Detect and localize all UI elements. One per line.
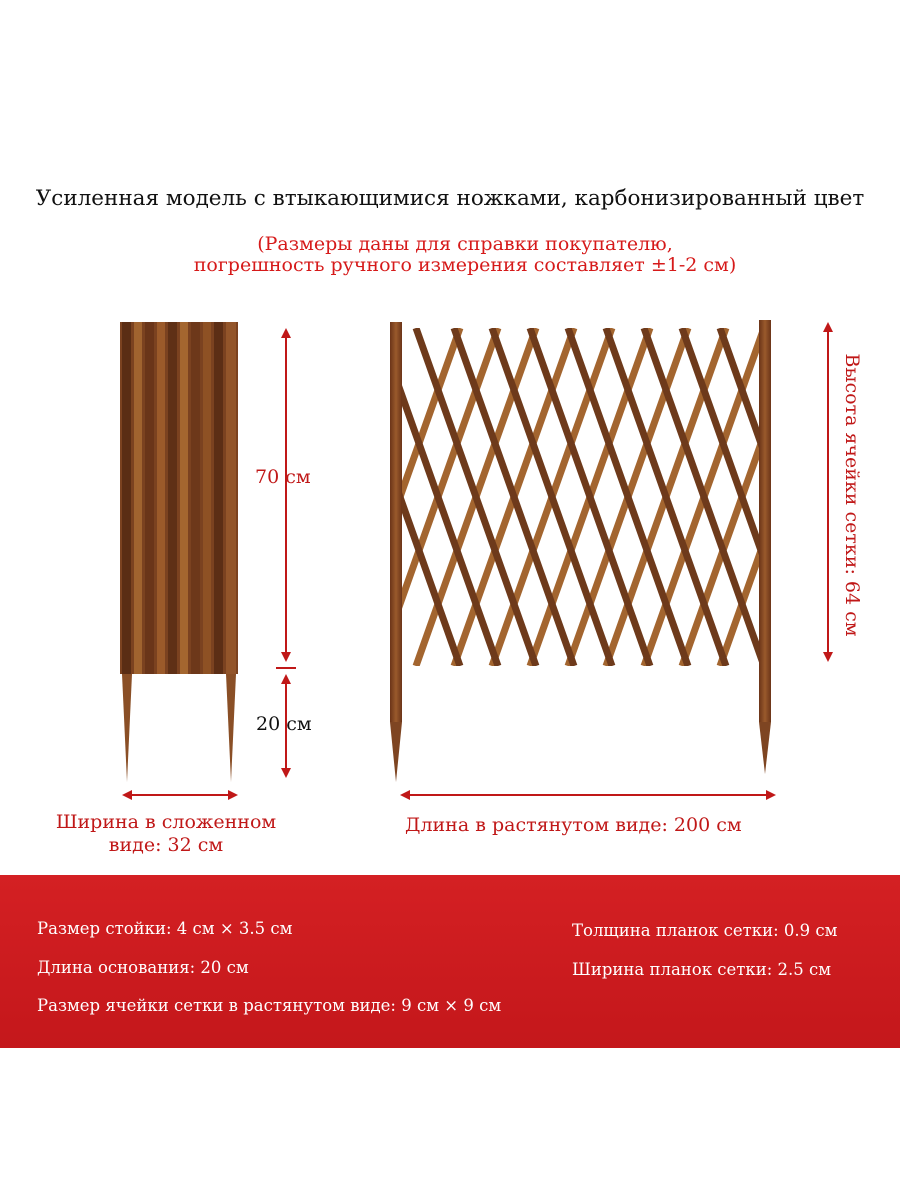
folded-leg-left xyxy=(122,674,132,782)
mesh-height-label: Высота ячейки сетки: 64 см xyxy=(841,353,863,637)
spec-slat-width: Ширина планок сетки: 2.5 см xyxy=(572,960,832,979)
leg-20-label: 20 см xyxy=(256,713,312,735)
post-right-tip xyxy=(759,722,771,774)
post-left xyxy=(390,322,402,722)
height-70-label: 70 см xyxy=(255,466,311,488)
spec-base-length: Длина основания: 20 см xyxy=(37,958,249,977)
spec-post-size: Размер стойки: 4 см × 3.5 см xyxy=(37,919,293,938)
post-left-tip xyxy=(390,722,402,782)
folded-leg-right xyxy=(226,674,236,782)
post-right xyxy=(759,320,771,722)
note-line-2: погрешность ручного измерения составляет ±1-2 см) xyxy=(193,254,737,276)
extended-fence xyxy=(340,320,840,782)
folded-fence xyxy=(120,322,238,782)
folded-width-line-2: виде: 32 см xyxy=(108,834,224,856)
folded-width-label xyxy=(40,811,292,857)
product-title: Усиленная модель с втыкающимися ножками, карбонизированный цвет xyxy=(35,186,865,211)
spec-cell-size: Размер ячейки сетки в растянутом виде: 9 см × 9 см xyxy=(37,996,502,1015)
note-line-1: (Размеры даны для справки покупателю, xyxy=(257,233,673,255)
spec-slat-thickness: Толщина планок сетки: 0.9 см xyxy=(572,921,838,940)
extended-length-label: Длина в растянутом виде: 200 см xyxy=(405,814,742,836)
folded-width-line-1: Ширина в сложенном xyxy=(55,811,277,833)
